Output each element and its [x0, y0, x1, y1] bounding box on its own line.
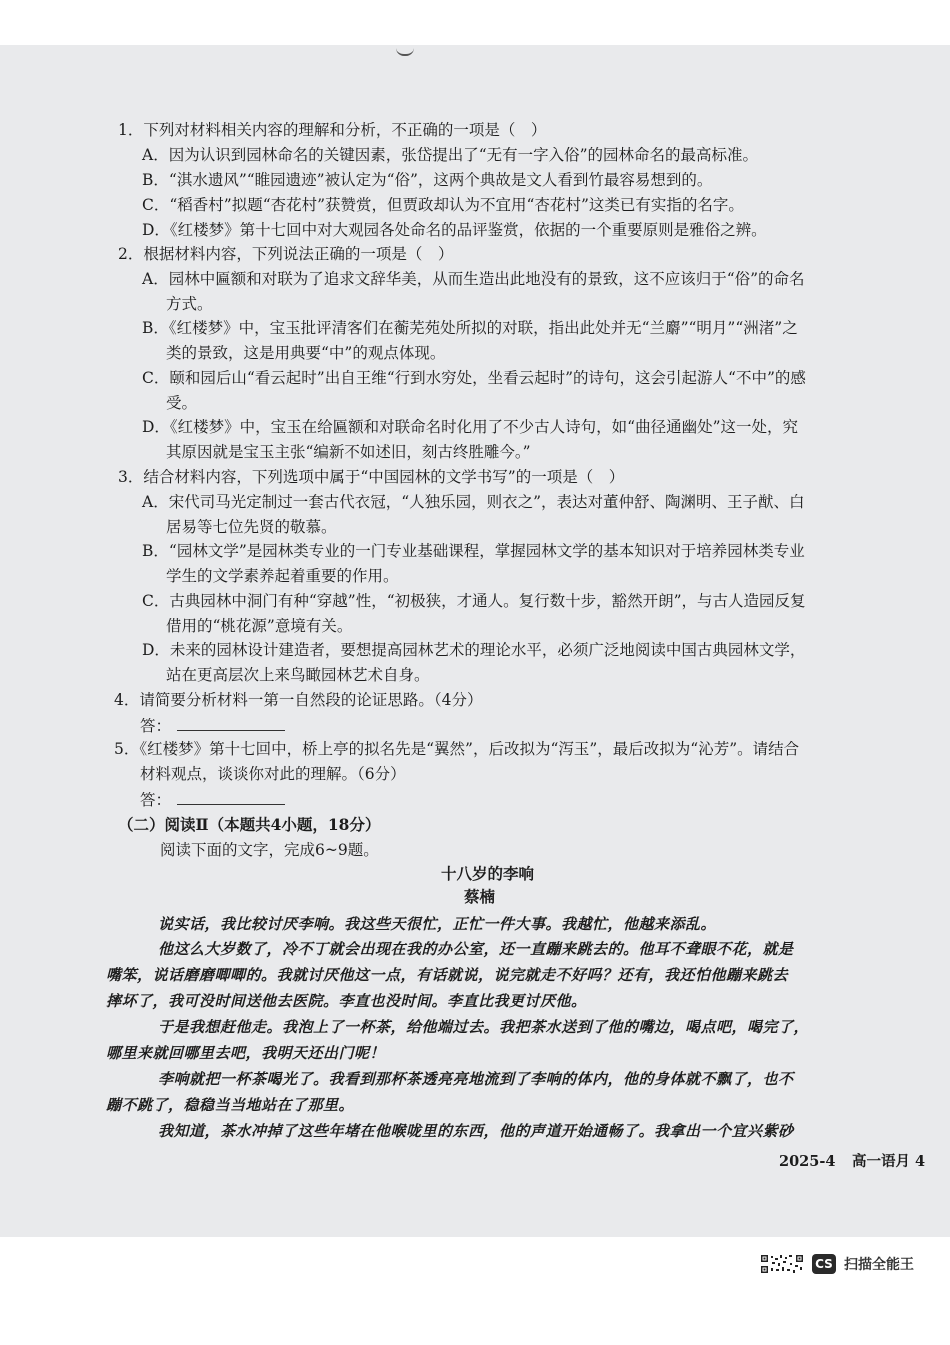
q2-option-c-cont: 受。	[166, 394, 198, 412]
story-paragraph-1: 说实话，我比较讨厌李响。我这些天很忙，正忙一件大事。我越忙，他越来添乱。	[158, 915, 717, 933]
q2-option-d-cont: 其原因就是宝玉主张“编新不如述旧，刻古终胜雕今。”	[166, 443, 531, 461]
story-paragraph-2: 他这么大岁数了，冷不丁就会出现在我的办公室，还一直蹦来跳去的。他耳不聋眼不花，就是	[158, 940, 794, 958]
section2-heading: （二）阅读Ⅱ（本题共4小题，18分）	[118, 815, 381, 834]
page-number: 高一语月 4	[852, 1153, 926, 1170]
q2-option-d: D．《红楼梦》中，宝玉在给匾额和对联命名时化用了不少古人诗句，如“曲径通幽处”这一处，究	[142, 418, 799, 436]
q4-answer	[140, 715, 285, 736]
q3-option-b-cont: 学生的文学素养起着重要的作用。	[166, 567, 399, 585]
q5-answer-line	[177, 789, 285, 805]
q3-option-c: C．古典园林中洞门有种“穿越”性，“初极狭，才通人。复行数十步，豁然开朗”，与古人造园反复	[142, 592, 806, 610]
q4-stem: 4．请简要分析材料一第一自然段的论证思路。（4分）	[114, 691, 483, 709]
q3-option-a: A．宋代司马光定制过一套古代衣冠，“人独乐园，则衣之”，表达对董仲舒、陶渊明、王子猷、白	[142, 493, 805, 511]
story-paragraph-4: 李响就把一杯茶喝光了。我看到那杯茶透亮亮地流到了李响的体内，他的身体就不飘了，也不	[158, 1070, 794, 1088]
q3-option-c-cont: 借用的“桃花源”意境有关。	[166, 617, 353, 635]
q5-answer-label: 答：	[140, 791, 172, 809]
story-paragraph-3-cont: 哪里来就回哪里去吧，我明天还出门呢！	[106, 1044, 386, 1062]
q3-option-b: B．“园林文学”是园林类专业的一门专业基础课程，掌握园林文学的基本知识对于培养园林类专业	[142, 542, 805, 560]
story-author: 蔡楠	[464, 887, 496, 906]
story-paragraph-5: 我知道，茶水冲掉了这些年堵在他喉咙里的东西，他的声道开始通畅了。我拿出一个宜兴紫砂	[158, 1122, 794, 1140]
q3-stem: 3．结合材料内容，下列选项中属于“中国园林的文学书写”的一项是（ ）	[118, 468, 625, 486]
q3-option-d: D．未来的园林设计建造者，要想提高园林艺术的理论水平，必须广泛地阅读中国古典园林文学，	[142, 641, 806, 659]
section2-instruction: 阅读下面的文字，完成6~9题。	[160, 841, 379, 859]
q2-option-b: B．《红楼梦》中，宝玉批评清客们在蘅芜苑处所拟的对联，指出此处并无“兰麝”“明月”“洲渚”之	[142, 319, 798, 337]
q2-option-b-cont: 类的景致，这是用典要“中”的观点体现。	[166, 344, 446, 362]
story-paragraph-2-end: 摔坏了，我可没时间送他去医院。李直也没时间。李直比我更讨厌他。	[106, 992, 587, 1010]
q2-option-a-cont: 方式。	[166, 295, 213, 313]
story-paragraph-3: 于是我想赶他走。我泡上了一杯茶，给他端过去。我把茶水送到了他的嘴边，喝点吧，喝完了，	[158, 1018, 810, 1036]
q2-option-a: A．园林中匾额和对联为了追求文辞华美，从而生造出此地没有的景致，这不应该归于“俗”的命名	[142, 270, 805, 288]
story-paragraph-2-cont: 嘴笨，说话磨磨唧唧的。我就讨厌他这一点，有话就说，说完就走不好吗？还有，我还怕他蹦来跳去	[106, 966, 789, 984]
qr-code-icon	[760, 1254, 804, 1274]
scanner-app-name: 扫描全能王	[844, 1257, 914, 1273]
q3-option-d-cont: 站在更高层次上来鸟瞰园林艺术自身。	[166, 666, 430, 684]
q4-answer-label: 答：	[140, 717, 172, 735]
q2-stem: 2．根据材料内容，下列说法正确的一项是（ ）	[118, 245, 454, 263]
q5-stem: 5．《红楼梦》第十七回中，桥上亭的拟名先是“翼然”，后改拟为“泻玉”，最后改拟为“沁芳”。请结合	[114, 740, 800, 758]
q1-option-c: C．“稻香村”拟题“杏花村”获赞赏，但贾政却认为不宜用“杏花村”这类已有实指的名字。	[142, 196, 744, 214]
camscanner-logo-icon: CS	[812, 1254, 836, 1274]
q5-answer	[140, 789, 285, 810]
story-title: 十八岁的李响	[441, 864, 535, 883]
q4-answer-line	[177, 715, 285, 731]
q1-option-a: A．因为认识到园林命名的关键因素，张岱提出了“无有一字入俗”的园林命名的最高标准。	[142, 146, 759, 164]
q1-option-b: B．“淇水遗风”“睢园遗迹”被认定为“俗”，这两个典故是文人看到竹最容易想到的。	[142, 171, 713, 189]
q1-option-d: D．《红楼梦》第十七回中对大观园各处命名的品评鉴赏，依据的一个重要原则是雅俗之辨。	[142, 221, 767, 239]
exam-date: 2025-4	[779, 1153, 836, 1170]
scanner-watermark	[760, 1252, 914, 1276]
q5-stem-cont: 材料观点，谈谈你对此的理解。（6分）	[140, 765, 406, 783]
q3-option-a-cont: 居易等七位先贤的敬慕。	[166, 518, 337, 536]
q1-stem: 1．下列对材料相关内容的理解和分析，不正确的一项是（ ）	[118, 121, 547, 139]
story-paragraph-4-cont: 蹦不跳了，稳稳当当地站在了那里。	[106, 1096, 355, 1114]
q2-option-c: C．颐和园后山“看云起时”出自王维“行到水穷处，坐看云起时”的诗句，这会引起游人“不中”的感	[142, 369, 806, 387]
